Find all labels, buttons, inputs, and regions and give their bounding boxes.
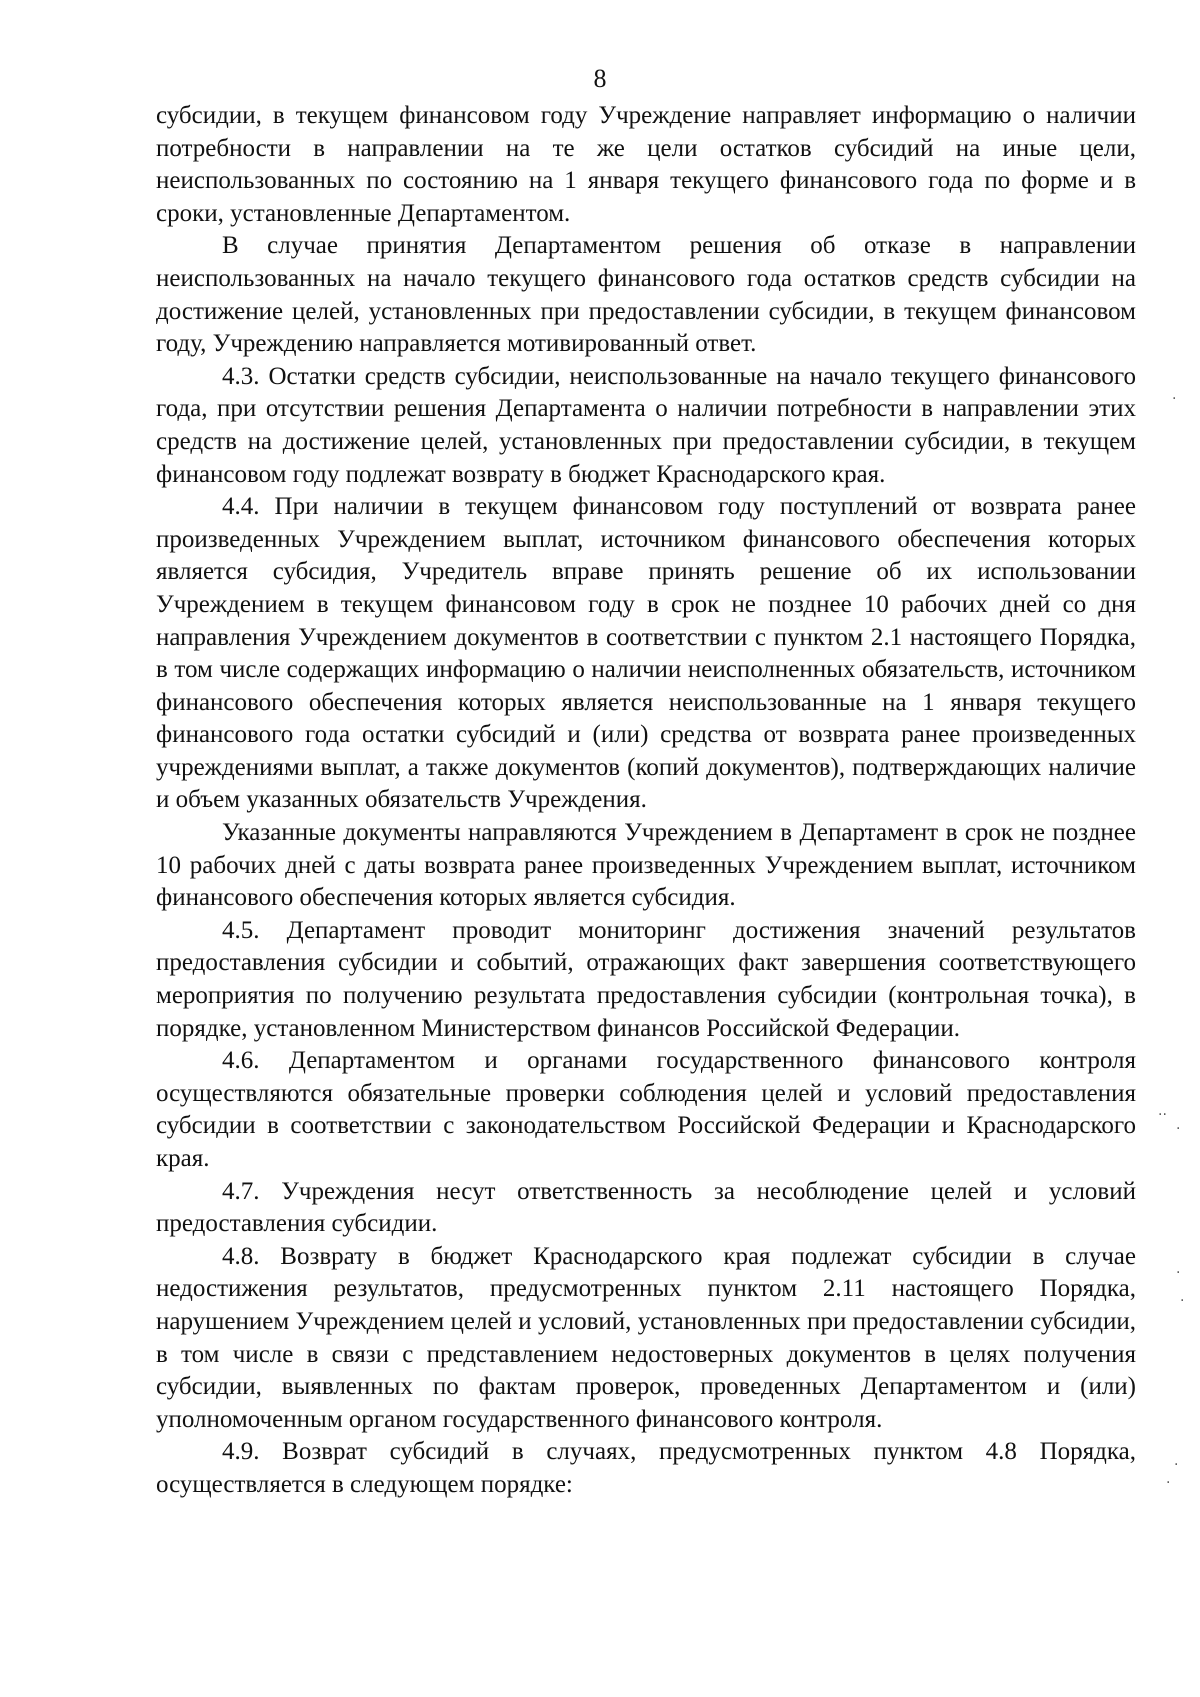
paragraph-4-7: 4.7. Учреждения несут ответственность за несоблюдение целей и условий предоставления субсидии.	[156, 1177, 1136, 1238]
scan-speck: ·	[1172, 391, 1177, 407]
document-body	[156, 100, 1136, 1502]
scan-speck: ·	[1174, 1457, 1179, 1473]
scan-speck: ·	[1176, 1265, 1181, 1281]
paragraph-4-5: 4.5. Департамент проводит мониторинг достижения значений результатов предоставления субсидии и событий, отражающих факт завершения соответствующего мероприятия по получению результата предоставления субсидии (контрольная точка), в порядке, установленном Министерством финансов Российской Федерации.	[156, 916, 1136, 1042]
paragraph-4-3: 4.3. Остатки средств субсидии, неиспользованные на начало текущего финансового года, при отсутствии решения Департамента о наличии потребности в направлении этих средств на достижение целей, установленных при предоставлении субсидии, в текущем финансовом году подлежат возврату в бюджет Краснодарского края.	[156, 362, 1136, 488]
paragraph-refusal-decision: В случае принятия Департаментом решения об отказе в направлении неиспользованных на начало текущего финансового года остатков средств субсидии на достижение целей, установленных при предоставлении субсидии, в текущем финансовом году, Учреждению направляется мотивированный ответ.	[156, 232, 1136, 358]
paragraph-documents-submission: Указанные документы направляются Учреждением в Департамент в срок не позднее 10 рабочих дней с даты возврата ранее произведенных Учреждением выплат, источником финансового обеспечения которых является субсидия.	[156, 819, 1136, 912]
scan-speck: ·	[1176, 1121, 1181, 1137]
paragraph-4-8: 4.8. Возврату в бюджет Краснодарского края подлежат субсидии в случае недостижения результатов, предусмотренных пунктом 2.11 настоящего Порядка, нарушением Учреждением целей и условий, установленных при предоставлении субсидии, в том числе в связи с представлением недостоверных документов в целях получения субсидии, выявленных по фактам проверок, проведенных Департаментом и (или) уполномоченным органом государственного финансового контроля.	[156, 1242, 1136, 1433]
paragraph-continuation: субсидии, в текущем финансовом году Учреждение направляет информацию о наличии потребности в направлении на те же цели остатков субсидий на иные цели, неиспользованных по состоянию на 1 января текущего финансового года по форме и в сроки, установленные Департаментом.	[156, 102, 1136, 227]
page-number: 8	[593, 64, 607, 93]
scan-speck: ··	[1158, 1107, 1167, 1123]
paragraph-4-9: 4.9. Возврат субсидий в случаях, предусмотренных пунктом 4.8 Порядка, осуществляется в следующем порядке:	[156, 1438, 1136, 1498]
scan-speck: ·	[1166, 1475, 1171, 1491]
paragraph-4-6: 4.6. Департаментом и органами государственного финансового контроля осуществляются обязательные проверки соблюдения целей и условий предоставления субсидии в соответствии с законодательством Российской Федерации и Краснодарского края.	[156, 1047, 1136, 1172]
scan-speck: ·	[1180, 1293, 1185, 1309]
paragraph-4-4: 4.4. При наличии в текущем финансовом году поступлений от возврата ранее произведенных Учреждением выплат, источником финансового обеспечения которых является субсидия, Учредитель вправе принять решение об их использовании Учреждением в текущем финансовом году в срок не позднее 10 рабочих дней со дня направления Учреждением документов в соответствии с пунктом 2.1 настоящего Порядка, в том числе содержащих информацию о наличии неисполненных обязательств, источником финансового обеспечения которых является неиспользованные на 1 января текущего финансового года остатки субсидий и (или) средства от возврата ранее произведенных учреждениями выплат, а также документов (копий документов), подтверждающих наличие и объем указанных обязательств Учреждения.	[156, 493, 1136, 814]
